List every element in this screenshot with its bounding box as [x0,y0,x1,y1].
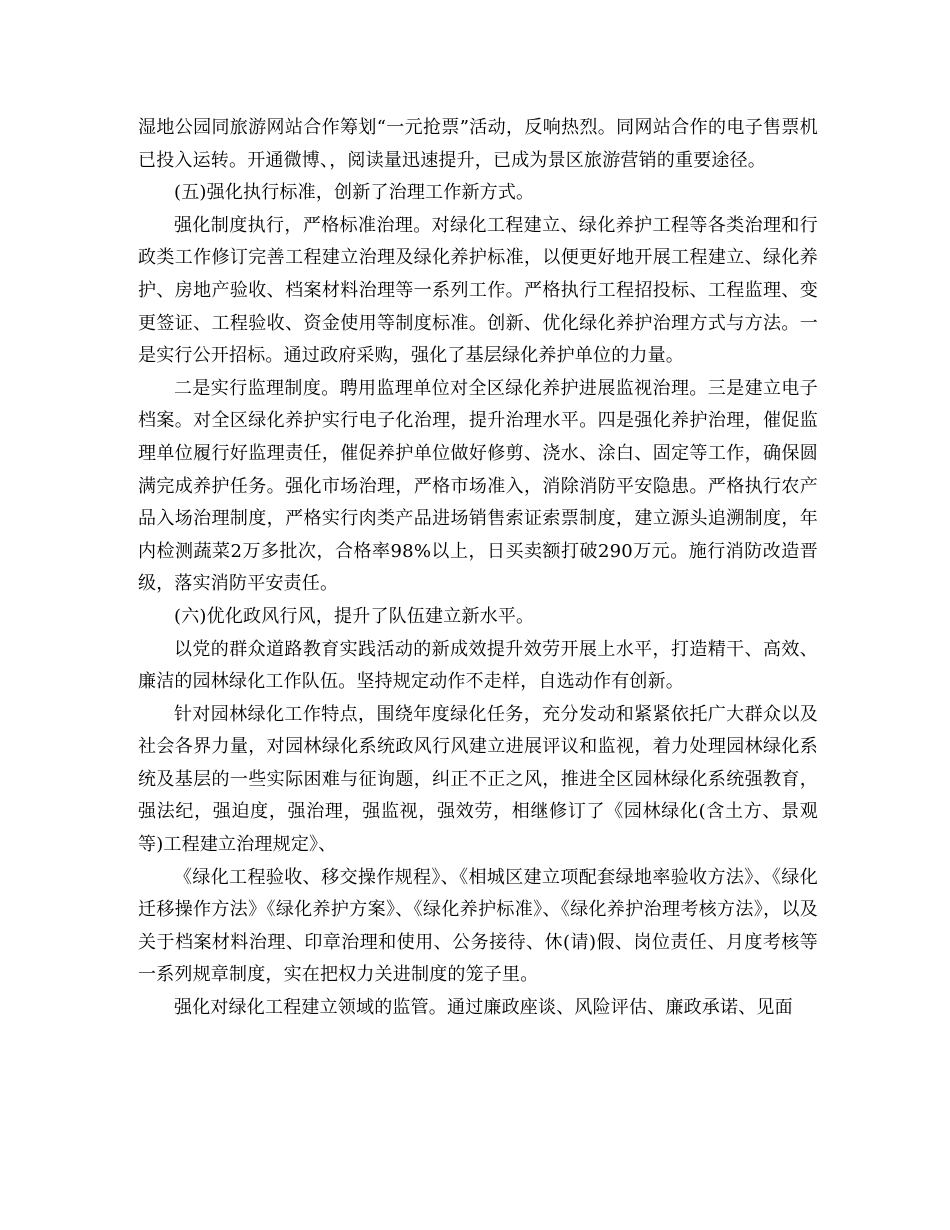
paragraph-9: 强化对绿化工程建立领域的监管。通过廉政座谈、风险评估、廉政承诺、见面 [174,997,793,1019]
paragraph-6: 以党的群众道路教育实践活动的新成效提升效劳开展上水平，打造精干、高效、廉洁的园林绿化工作队伍。坚持规定动作不走样，自选动作有创新。 [138,638,818,693]
paragraph-8: 《绿化工程验收、移交操作规程》、《相城区建立项配套绿地率验收方法》、《绿化迁移操作方法》《绿化养护方案》、《绿化养护标准》、《绿化养护治理考核方法》，以及关于档案材料治理、印章治理和使用、公务接待、休(请)假、岗位责任、月度考核等一系列规章制度，实在把权力关进制度的笼子里。 [138,866,818,986]
paragraph-4: 二是实行监理制度。聘用监理单位对全区绿化养护进展监视治理。三是建立电子档案。对全区绿化养护实行电子化治理，提升治理水平。四是强化养护治理，催促监理单位履行好监理责任，催促养护单位做好修剪、浇水、涂白、固定等工作，确保圆满完成养护任务。强化市场治理，严格市场准入，消除消防平安隐患。严格执行农产品入场治理制度，严格实行肉类产品进场销售索证索票制度，建立源头追溯制度，年内检测蔬菜2万多批次，合格率98%以上，日买卖额打破290万元。施行消防改造晋级，落实消防平安责任。 [138,377,818,595]
section-heading-5: (五)强化执行标准，创新了治理工作新方式。 [174,182,535,204]
paragraph-7: 针对园林绿化工作特点，围绕年度绿化任务，充分发动和紧紧依托广大群众以及社会各界力量，对园林绿化系统政风行风建立进展评议和监视，着力处理园林绿化系统及基层的一些实际困难与征询题，纠正不正之风，推进全区园林绿化系统强教育，强法纪，强迫度，强治理，强监视，强效劳，相继修订了《园林绿化(含土方、景观等)工程建立治理规定》、 [138,703,818,856]
document-body [138,112,818,1025]
paragraph-1: 湿地公园同旅游网站合作筹划“一元抢票”活动，反响热烈。同网站合作的电子售票机已投入运转。开通微博、，阅读量迅速提升，已成为景区旅游营销的重要途径。 [138,117,818,171]
paragraph-3: 强化制度执行，严格标准治理。对绿化工程建立、绿化养护工程等各类治理和行政类工作修订完善工程建立治理及绿化养护标准，以便更好地开展工程建立、绿化养护、房地产验收、档案材料治理等一系列工作。严格执行工程招投标、工程监理、变更签证、工程验收、资金使用等制度标准。创新、优化绿化养护治理方式与方法。一是实行公开招标。通过政府采购，强化了基层绿化养护单位的力量。 [138,214,818,367]
section-heading-6: (六)优化政风行风，提升了队伍建立新水平。 [174,605,535,627]
